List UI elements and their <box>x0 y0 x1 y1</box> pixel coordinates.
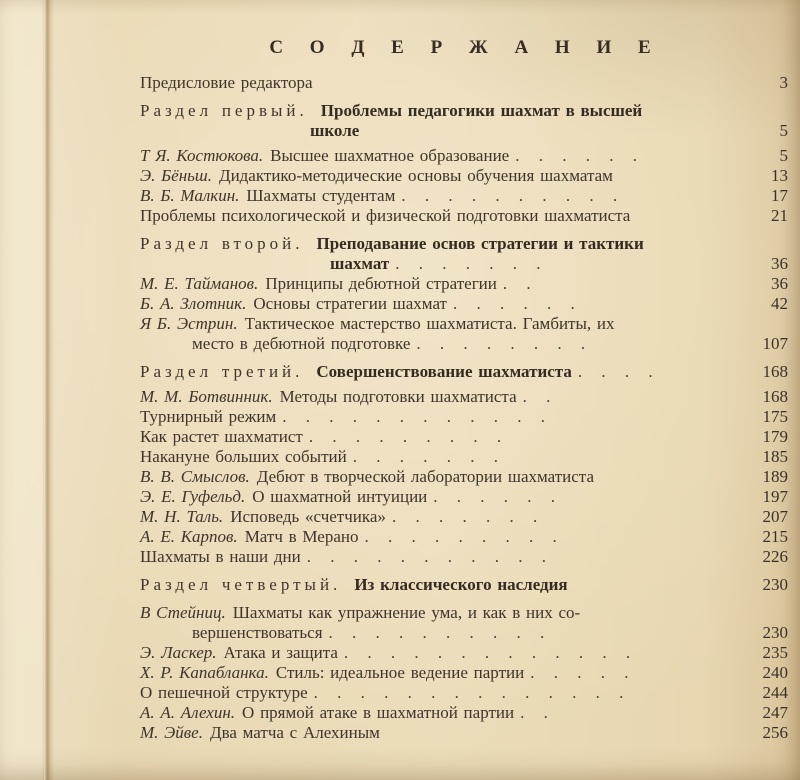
toc-text: шахмат <box>330 254 390 273</box>
toc-author: Х. Р. Капабланка. <box>140 663 269 682</box>
dot-leader: . . <box>502 274 532 293</box>
toc-text: Накануне больших событий <box>140 447 347 466</box>
toc-row <box>140 723 788 743</box>
toc-text: О прямой атаке в шахматной партии <box>242 703 515 722</box>
toc-author: М. Е. Тайманов. <box>140 274 259 293</box>
toc-author: А. А. Алехин. <box>140 703 236 722</box>
toc-section-row <box>140 101 788 121</box>
toc-text: О пешечной структуре <box>140 683 308 702</box>
toc-text: Два матча с Алехиным <box>209 723 380 742</box>
toc-row <box>140 683 788 703</box>
page-number: 179 <box>762 427 788 446</box>
page-number: 215 <box>762 527 788 546</box>
toc-content <box>140 36 788 743</box>
toc-text: Как растет шахматист <box>140 427 303 446</box>
toc-text: школе <box>310 121 360 140</box>
toc-author: Б. А. Злотник. <box>140 294 247 313</box>
toc-text: Проблемы психологической и физической подготовки шахматиста <box>140 206 631 225</box>
dot-leader: . . . . . . . . . . . . <box>282 407 546 426</box>
page-number: 235 <box>762 643 788 662</box>
toc-text: Дидактико-методические основы обучения шахматам <box>218 166 613 185</box>
toc-text: О шахматной интуиции <box>252 487 428 506</box>
toc-row <box>140 294 788 314</box>
toc-row-continuation <box>140 623 788 643</box>
toc-text: Основы стратегии шахмат <box>253 294 447 313</box>
toc-row <box>140 73 788 93</box>
page-number: 240 <box>762 663 788 682</box>
toc-text: Стиль: идеальное ведение партии <box>275 663 525 682</box>
toc-row <box>140 447 788 467</box>
toc-row <box>140 643 788 663</box>
toc-text: Предисловие редактора <box>140 73 313 92</box>
toc-row <box>140 387 788 407</box>
dot-leader: . . . . . . <box>433 487 557 506</box>
page-number: 36 <box>771 274 788 293</box>
page-number: 185 <box>762 447 788 466</box>
dot-leader: . . . . . . . <box>352 447 499 466</box>
page-number: 197 <box>762 487 788 506</box>
toc-text: вершенствоваться <box>192 623 323 642</box>
section-title: Преподавание основ стратегии и тактики <box>316 234 644 253</box>
toc-text: Атака и защита <box>223 643 338 662</box>
dot-leader: . . . . . . <box>453 294 576 313</box>
dot-leader: . . . . . . . . . <box>364 527 558 546</box>
page-number: 5 <box>779 146 788 165</box>
toc-author: Я Б. Эстрин. <box>140 314 238 333</box>
page-number: 247 <box>762 703 788 722</box>
dot-leader: . . . . . . . . <box>416 334 587 353</box>
page-number: 168 <box>762 362 788 381</box>
page-number: 189 <box>762 467 788 486</box>
toc-text: Матч в Мерано <box>244 527 359 546</box>
page-number: 207 <box>762 507 788 526</box>
toc-row-continuation <box>140 334 788 354</box>
section-title: Совершенствование шахматиста <box>316 362 572 381</box>
toc-row <box>140 274 788 294</box>
toc-text: Тактическое мастерство шахматиста. Гамбиты, их <box>244 314 615 333</box>
toc-row <box>140 467 788 487</box>
dot-leader: . . <box>522 387 552 406</box>
toc-row <box>140 206 788 226</box>
dot-leader: . . . . . . <box>515 146 638 165</box>
toc-text: Дебют в творческой лаборатории шахматиста <box>256 467 594 486</box>
section-title: Проблемы педагогики шахмат в высшей <box>320 101 643 120</box>
dot-leader: . . . . . <box>530 663 630 682</box>
page-number: 21 <box>771 206 788 225</box>
toc-author: В. В. Смыслов. <box>140 467 250 486</box>
dot-leader: . . . . . . . . . . . <box>306 547 547 566</box>
dot-leader: . . . . . . . <box>391 507 539 526</box>
toc-author: В. Б. Малкин. <box>140 186 240 205</box>
toc-row <box>140 507 788 527</box>
toc-row <box>140 703 788 723</box>
toc-author: М. Н. Таль. <box>140 507 224 526</box>
dot-leader: . . . . . . . . . . <box>328 623 546 642</box>
dot-leader: . . . . . . . . . <box>308 427 503 446</box>
toc-author: А. Е. Карпов. <box>140 527 238 546</box>
dot-leader: . . . . . . . . . . <box>401 186 619 205</box>
toc-section-row <box>140 362 788 382</box>
page-fold-crease <box>44 0 50 780</box>
page-number: 3 <box>779 73 788 92</box>
toc-row <box>140 427 788 447</box>
toc-text: Турнирный режим <box>140 407 277 426</box>
toc-row <box>140 487 788 507</box>
page-number: 168 <box>762 387 788 406</box>
page-number: 36 <box>771 254 788 273</box>
page-number: 230 <box>762 575 788 594</box>
section-title: Из классического наследия <box>354 575 568 594</box>
page-number: 226 <box>762 547 788 566</box>
toc-author: Э. Ласкер. <box>140 643 217 662</box>
page-number: 13 <box>771 166 788 185</box>
toc-text: Методы подготовки шахматиста <box>279 387 517 406</box>
toc-row <box>140 527 788 547</box>
page-number: 230 <box>762 623 788 642</box>
toc-text: Шахматы в наши дни <box>140 547 301 566</box>
toc-author: Т Я. Костюкова. <box>140 146 264 165</box>
toc-row <box>140 186 788 206</box>
section-name: Раздел первый. <box>140 101 308 120</box>
toc-row <box>140 314 788 334</box>
toc-text: место в дебютной подготовке <box>192 334 411 353</box>
toc-author: В Стейниц. <box>140 603 226 622</box>
toc-author: М. М. Ботвинник. <box>140 387 273 406</box>
page-number: 256 <box>762 723 788 742</box>
toc-row-continuation <box>140 121 788 141</box>
page-number: 42 <box>771 294 788 313</box>
section-name: Раздел третий. <box>140 362 304 381</box>
dot-leader: . . . . . . . . . . . . . . <box>313 683 625 702</box>
section-name: Раздел второй. <box>140 234 304 253</box>
dot-leader: . . . . <box>577 362 654 381</box>
page-number: 175 <box>762 407 788 426</box>
toc-row <box>140 663 788 683</box>
section-name: Раздел четвертый. <box>140 575 342 594</box>
page-title: С О Д Е Р Ж А Н И Е <box>269 37 659 58</box>
page-number: 5 <box>779 121 788 140</box>
toc-author: Э. Е. Гуфельд. <box>140 487 246 506</box>
toc-text: Шахматы как упражнение ума, и как в них со- <box>232 603 581 622</box>
toc-author: М. Эйве. <box>140 723 203 742</box>
toc-text: Принципы дебютной стратегии <box>265 274 497 293</box>
page-number: 17 <box>771 186 788 205</box>
toc-section-row <box>140 234 788 254</box>
toc-author: Э. Бёньш. <box>140 166 212 185</box>
page-number: 244 <box>762 683 788 702</box>
toc-row <box>140 603 788 623</box>
dot-leader: . . . . . . . <box>395 254 542 273</box>
toc-text: Высшее шахматное образование <box>270 146 510 165</box>
toc-text: Исповедь «счетчика» <box>230 507 386 526</box>
dot-leader: . . <box>520 703 549 722</box>
dot-leader: . . . . . . . . . . . . . <box>343 643 632 662</box>
toc-row-continuation <box>140 254 788 274</box>
toc-row <box>140 146 788 166</box>
toc-row <box>140 547 788 567</box>
toc-row <box>140 407 788 427</box>
toc-row <box>140 166 788 186</box>
toc-section-row <box>140 575 788 595</box>
page-number: 107 <box>762 334 788 353</box>
toc-text: Шахматы студентам <box>246 186 396 205</box>
